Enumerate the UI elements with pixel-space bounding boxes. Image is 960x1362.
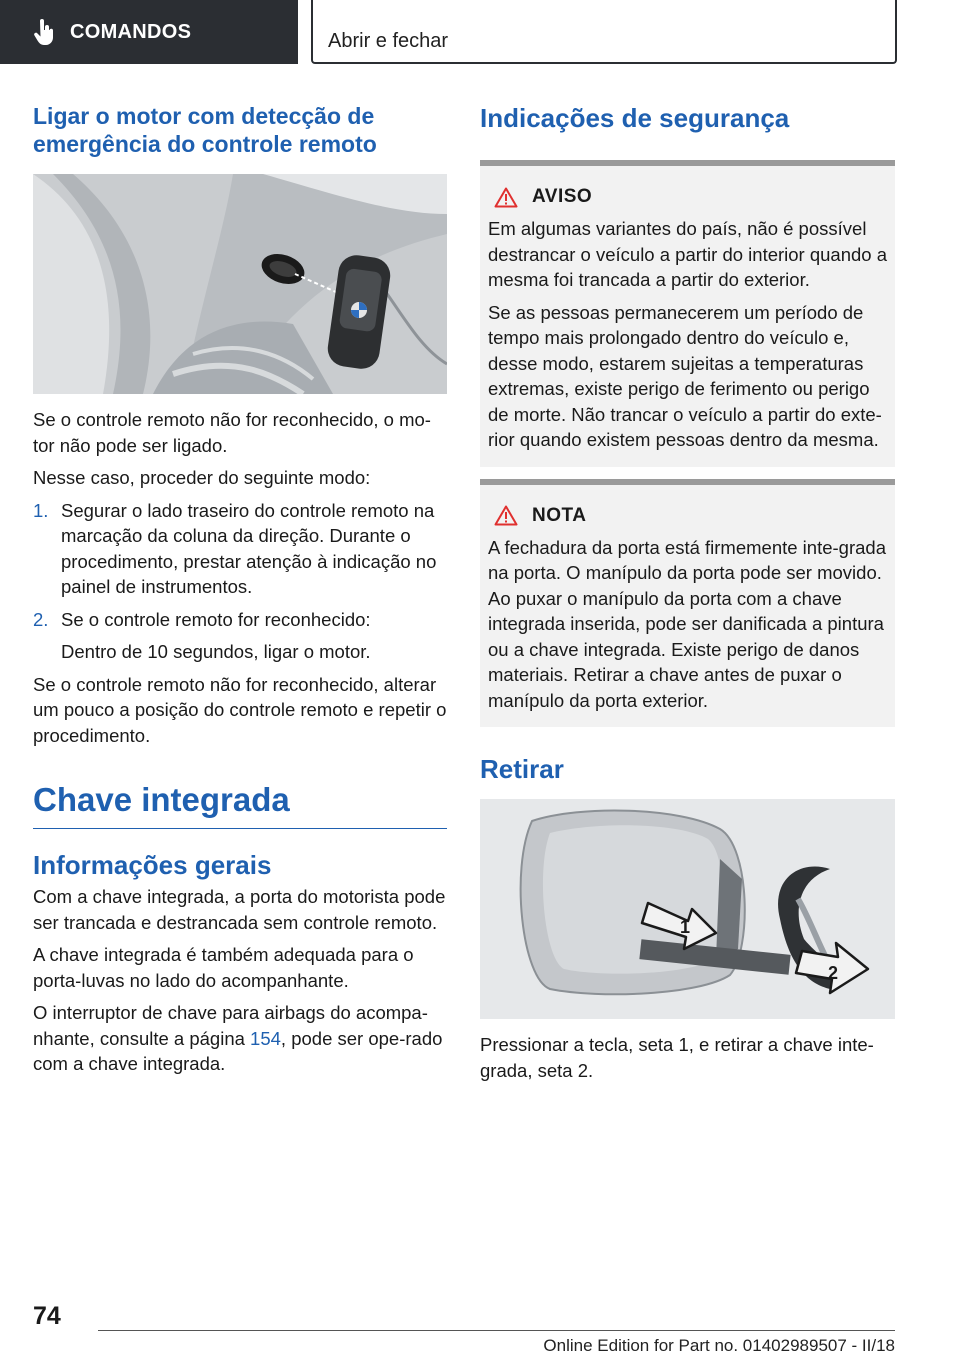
list-item — [33, 498, 447, 600]
warning-text: Em algumas variantes do país, não é possível destrancar o veículo a partir do interior quando a mesma foi trancada a partir do exterior. — [488, 218, 888, 290]
paragraph — [33, 1000, 447, 1077]
page-link[interactable]: 154 — [250, 1027, 281, 1049]
heading-remote-detection: Ligar o motor com detecção de emergência do controle remoto — [33, 103, 377, 157]
step-number: 2. — [33, 608, 49, 630]
figure-integrated-key — [480, 799, 895, 1019]
note-box — [480, 479, 895, 728]
heading-remove: Retirar — [480, 754, 564, 784]
step-number: 1. — [33, 499, 49, 521]
note-header — [494, 505, 887, 527]
paragraph: A chave integrada é também adequada para o porta-luvas no lado do acompanhante. — [33, 944, 414, 991]
warning-triangle-icon — [494, 187, 518, 208]
left-column — [33, 102, 447, 1077]
paragraph: Se o controle remoto não for reconhecido, alterar um pouco a posição do controle remoto e repetir o procedimento. — [33, 673, 447, 746]
warning-label: AVISO — [532, 186, 593, 207]
right-column — [480, 102, 895, 1083]
paragraph: Nesse caso, proceder do seguinte modo: — [33, 467, 371, 488]
section-tab — [0, 0, 298, 64]
section-title: COMANDOS — [70, 20, 192, 43]
paragraph: Com a chave integrada, a porta do motorista pode ser trancada e destrancada sem controle remoto. — [33, 886, 446, 933]
figure-steering-column — [33, 174, 447, 394]
warning-triangle-icon — [494, 505, 518, 526]
warning-box — [480, 160, 895, 467]
step-subtext: Dentro de 10 segundos, ligar o motor. — [61, 641, 371, 662]
note-text: A fechadura da porta está firmemente inte-grada na porta. O manípulo da porta pode ser movido. Ao puxar o manípulo da porta com a chave integrada inserida, pode ser danificada a pintura ou a chave integrada. Existe perigo de danos materiais. Retirar a chave antes de puxar o manípulo da porta exterior. — [488, 536, 886, 711]
page-number: 74 — [33, 1302, 61, 1330]
heading-safety: Indicações de segurança — [480, 103, 790, 133]
paragraph: Se o controle remoto não for reconhecido, o mo-tor não pode ser ligado. — [33, 409, 431, 456]
warning-header — [494, 186, 887, 208]
paragraph-text: , pode ser ope-rado com a chave integrada. — [33, 1027, 443, 1074]
heading-general-info: Informações gerais — [33, 850, 272, 880]
paragraph: Pressionar a tecla, seta 1, e retirar a chave inte-grada, seta 2. — [480, 1034, 874, 1081]
footer-edition: Online Edition for Part no. 01402989507 - II/18 — [543, 1336, 895, 1355]
chapter-tab — [311, 0, 897, 64]
footer-divider — [98, 1330, 895, 1331]
chapter-title: Abrir e fechar — [328, 30, 449, 52]
steps-list — [33, 498, 447, 633]
heading-integrated-key: Chave integrada — [33, 780, 447, 829]
list-item — [33, 607, 447, 633]
step-text: Segurar o lado traseiro do controle remoto na marcação da coluna da direção. Durante o procedimento, prestar atenção à indicação no painel de instrumentos. — [61, 499, 437, 597]
hand-pointer-icon — [34, 19, 54, 45]
note-label: NOTA — [532, 504, 587, 526]
paragraph-text: O interruptor de chave para airbags do acompa-nhante, consulte a página — [33, 1002, 428, 1049]
arrow-2-label: 2 — [828, 963, 839, 983]
step-text: Se o controle remoto for reconhecido: — [61, 608, 371, 630]
warning-text: Se as pessoas permanecerem um período de tempo mais prolongado dentro do veículo e, desse modo, estarem sujeitas a temperaturas extremas, existe perigo de ferimento ou perigo de morte. Não trancar o veículo a partir do exte-rior quando existem pessoas dentro da mesma. — [488, 301, 882, 450]
arrow-1-label: 1 — [680, 917, 691, 937]
